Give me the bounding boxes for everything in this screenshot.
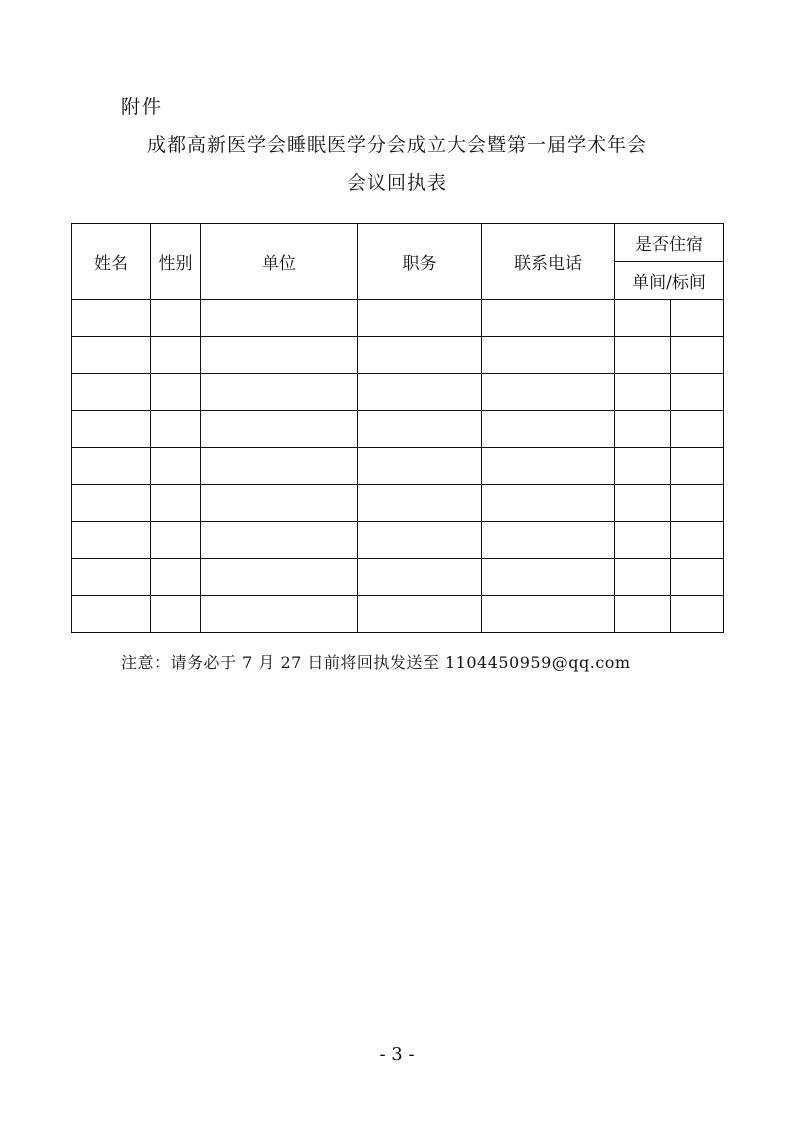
table-cell[interactable]: [201, 448, 358, 485]
column-header-name: 姓名: [72, 224, 151, 300]
table-cell[interactable]: [358, 559, 482, 596]
table-cell[interactable]: [671, 411, 724, 448]
table-cell[interactable]: [151, 337, 201, 374]
table-cell[interactable]: [358, 485, 482, 522]
table-cell[interactable]: [72, 411, 151, 448]
table-cell[interactable]: [482, 300, 615, 337]
table-cell[interactable]: [615, 596, 671, 633]
table-cell[interactable]: [151, 448, 201, 485]
column-header-position: 职务: [358, 224, 482, 300]
table-row: [72, 559, 724, 596]
table-cell[interactable]: [615, 448, 671, 485]
attachment-label: 附件: [121, 96, 164, 118]
table-cell[interactable]: [671, 374, 724, 411]
table-cell[interactable]: [615, 374, 671, 411]
column-header-phone: 联系电话: [482, 224, 615, 300]
table-cell[interactable]: [671, 559, 724, 596]
table-cell[interactable]: [482, 559, 615, 596]
table-row: [72, 596, 724, 633]
table-row: [72, 485, 724, 522]
column-header-room-type: 单间/标间: [615, 262, 724, 300]
table-cell[interactable]: [151, 411, 201, 448]
table-cell[interactable]: [615, 485, 671, 522]
table-cell[interactable]: [615, 522, 671, 559]
column-header-gender: 性别: [151, 224, 201, 300]
document-subtitle: 会议回执表: [346, 172, 447, 194]
table-cell[interactable]: [671, 485, 724, 522]
table-cell[interactable]: [201, 374, 358, 411]
table-cell[interactable]: [201, 300, 358, 337]
table-cell[interactable]: [358, 596, 482, 633]
column-header-lodging: 是否住宿: [615, 224, 724, 262]
table-cell[interactable]: [72, 559, 151, 596]
table-row: [72, 300, 724, 337]
table-cell[interactable]: [72, 596, 151, 633]
table-cell[interactable]: [72, 337, 151, 374]
table-body: [72, 300, 724, 633]
table-cell[interactable]: [671, 337, 724, 374]
table-cell[interactable]: [358, 411, 482, 448]
table-row: [72, 411, 724, 448]
table-cell[interactable]: [482, 337, 615, 374]
table-cell[interactable]: [151, 485, 201, 522]
submission-note: 注意：请务必于 7 月 27 日前将回执发送至 1104450959@qq.com: [121, 653, 631, 672]
table-cell[interactable]: [482, 374, 615, 411]
table-cell[interactable]: [151, 522, 201, 559]
table-cell[interactable]: [72, 485, 151, 522]
table-cell[interactable]: [72, 448, 151, 485]
table-cell[interactable]: [201, 411, 358, 448]
table-cell[interactable]: [615, 337, 671, 374]
table-row: [72, 448, 724, 485]
table-row: [72, 522, 724, 559]
receipt-table: [71, 223, 724, 633]
table-row: [72, 374, 724, 411]
table-cell[interactable]: [201, 522, 358, 559]
table-cell[interactable]: [151, 300, 201, 337]
table-cell[interactable]: [482, 596, 615, 633]
table-cell[interactable]: [151, 374, 201, 411]
table-cell[interactable]: [151, 559, 201, 596]
table-cell[interactable]: [72, 522, 151, 559]
table-cell[interactable]: [482, 485, 615, 522]
table-cell[interactable]: [151, 596, 201, 633]
table-cell[interactable]: [358, 337, 482, 374]
column-header-unit: 单位: [201, 224, 358, 300]
table-cell[interactable]: [615, 300, 671, 337]
table-cell[interactable]: [201, 485, 358, 522]
table-cell[interactable]: [615, 559, 671, 596]
table-row: [72, 337, 724, 374]
table-cell[interactable]: [72, 374, 151, 411]
table-cell[interactable]: [358, 374, 482, 411]
page-number: - 3 -: [379, 1044, 415, 1065]
table-cell[interactable]: [671, 522, 724, 559]
table-cell[interactable]: [671, 596, 724, 633]
table-cell[interactable]: [358, 522, 482, 559]
table-cell[interactable]: [482, 411, 615, 448]
table-cell[interactable]: [482, 448, 615, 485]
table-cell[interactable]: [201, 559, 358, 596]
table-cell[interactable]: [615, 411, 671, 448]
document-title: 成都高新医学会睡眠医学分会成立大会暨第一届学术年会: [146, 134, 647, 156]
table-cell[interactable]: [482, 522, 615, 559]
table-cell[interactable]: [671, 448, 724, 485]
table-cell[interactable]: [201, 596, 358, 633]
table-cell[interactable]: [72, 300, 151, 337]
table-cell[interactable]: [358, 448, 482, 485]
table-cell[interactable]: [358, 300, 482, 337]
table-cell[interactable]: [201, 337, 358, 374]
table-cell[interactable]: [671, 300, 724, 337]
